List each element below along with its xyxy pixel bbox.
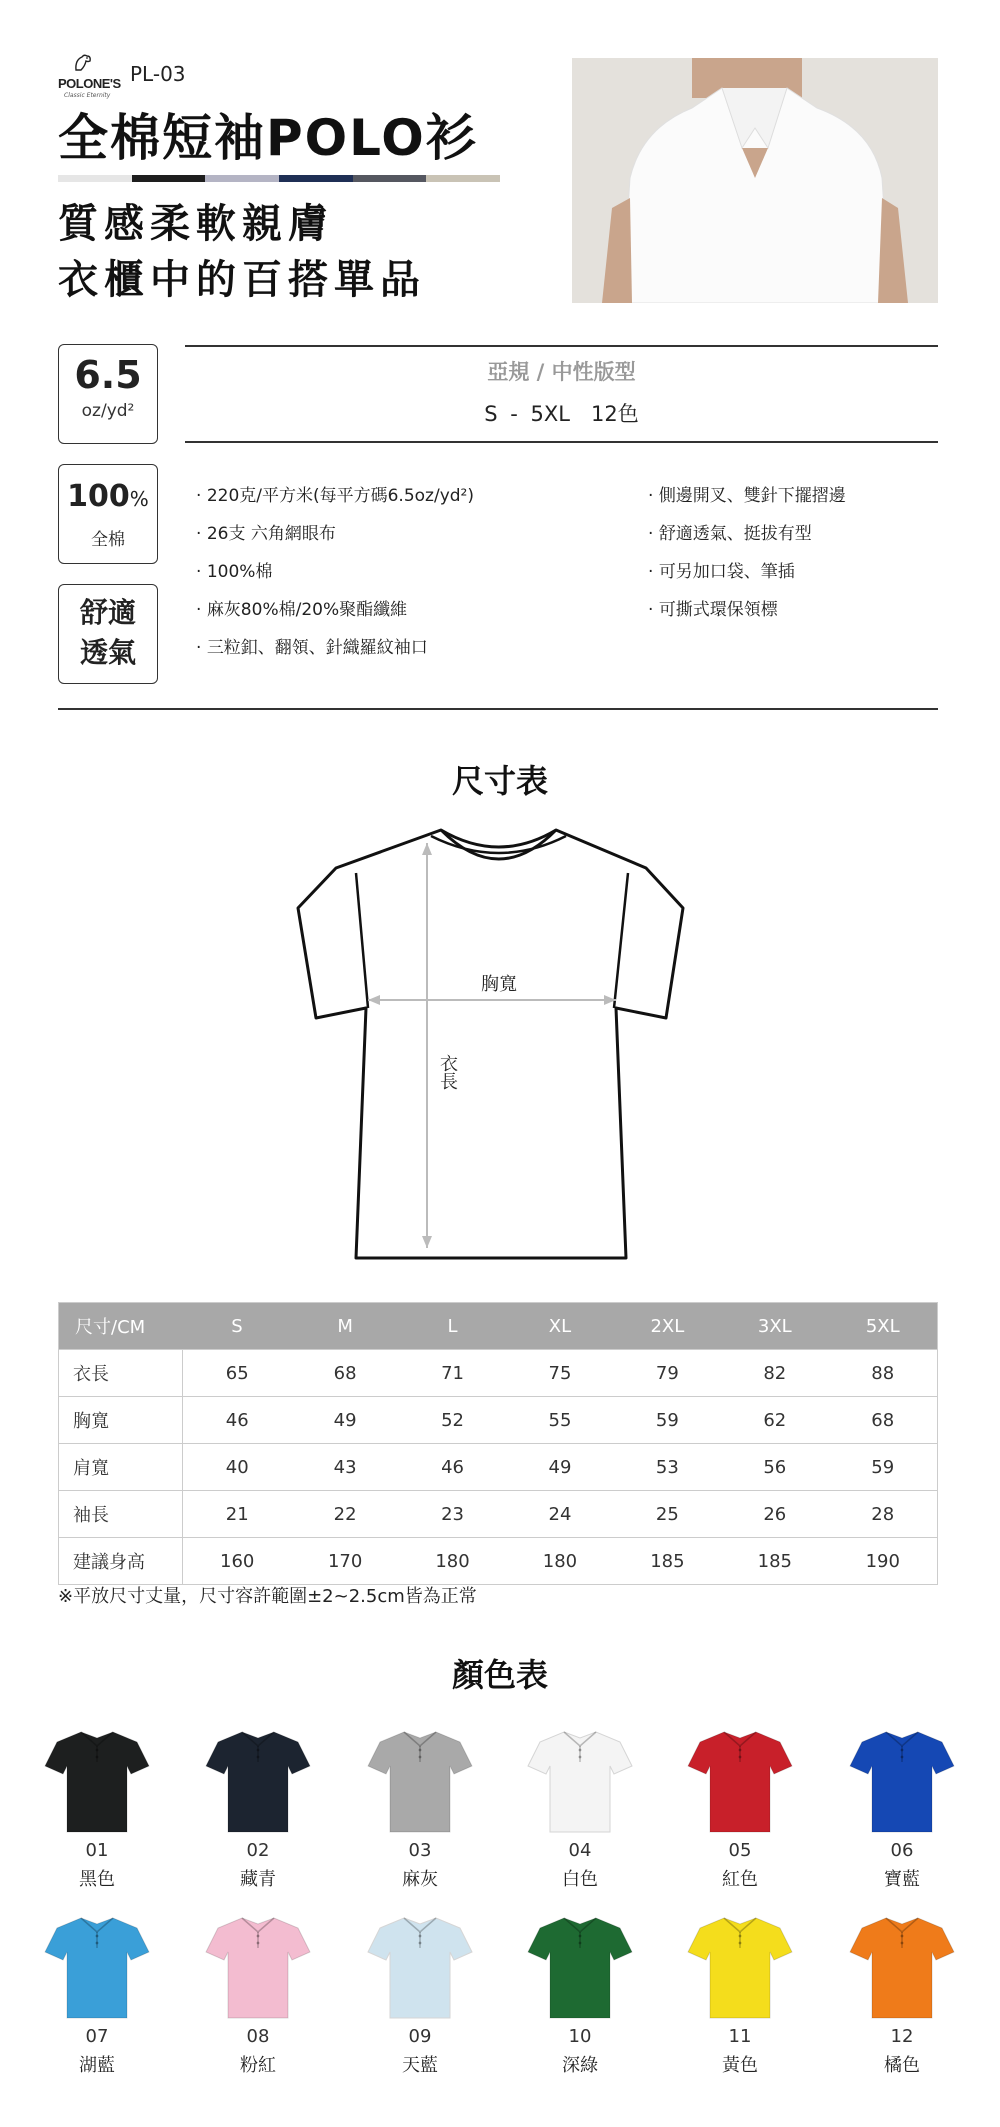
table-cell: 59	[829, 1444, 938, 1491]
table-header: 3XL	[721, 1303, 828, 1350]
color-name: 紅色	[722, 1869, 758, 1890]
features-right	[648, 477, 846, 629]
polo-shirt-icon	[846, 1914, 958, 2022]
table-row	[59, 1538, 938, 1585]
table-cell: 56	[721, 1444, 828, 1491]
polo-shirt-icon	[524, 1914, 636, 2022]
fit-type: 亞規 / 中性版型	[487, 360, 636, 384]
table-header: 尺寸/CM	[59, 1303, 183, 1350]
color-swatch	[500, 1728, 660, 1891]
feature-item: · 可另加口袋、筆插	[648, 553, 846, 591]
polo-shirt-icon	[684, 1914, 796, 2022]
table-cell: 88	[829, 1350, 938, 1397]
polo-shirt-icon	[364, 1914, 476, 2022]
table-cell: 建議身高	[59, 1538, 183, 1585]
brand-tagline: Classic Eternity	[64, 92, 111, 99]
tshirt-outline-icon	[256, 818, 756, 1270]
brand-logo	[58, 52, 121, 99]
features-left	[196, 477, 474, 667]
table-cell: 25	[614, 1491, 721, 1538]
feature-item: · 可撕式環保領標	[648, 591, 846, 629]
color-strip-segment	[353, 175, 427, 182]
table-cell: 袖長	[59, 1491, 183, 1538]
table-header: 5XL	[829, 1303, 938, 1350]
comfort-line-1: 舒適	[79, 596, 136, 629]
color-strip-segment	[132, 175, 206, 182]
color-number: 06	[890, 1840, 914, 1861]
table-cell: 68	[291, 1350, 398, 1397]
table-cell: 170	[291, 1538, 398, 1585]
table-cell: 75	[506, 1350, 613, 1397]
weight-badge	[58, 344, 158, 444]
table-header: M	[291, 1303, 398, 1350]
fit-range: S - 5XL 12色	[484, 402, 639, 426]
color-number: 12	[890, 2026, 914, 2047]
color-swatch	[178, 1914, 338, 2077]
table-cell: 79	[614, 1350, 721, 1397]
cotton-value: 100	[67, 479, 130, 514]
model-illustration	[572, 58, 938, 303]
color-strip-segment	[205, 175, 279, 182]
table-cell: 26	[721, 1491, 828, 1538]
chest-label: 胸寬	[481, 974, 517, 995]
feature-item: · 三粒釦、翻領、針織羅紋袖口	[196, 629, 474, 667]
color-number: 05	[728, 1840, 752, 1861]
color-swatch	[340, 1728, 500, 1891]
feature-item: · 100%棉	[196, 553, 474, 591]
table-header: 2XL	[614, 1303, 721, 1350]
color-name: 黑色	[79, 1869, 115, 1890]
color-strip-segment	[279, 175, 353, 182]
color-number: 09	[408, 2026, 432, 2047]
divider	[185, 441, 938, 443]
table-cell: 53	[614, 1444, 721, 1491]
fit-info	[185, 356, 938, 428]
table-cell: 21	[183, 1491, 292, 1538]
slogan	[58, 196, 426, 308]
polo-shirt-icon	[202, 1728, 314, 1836]
brand-name: POLONE'S	[58, 76, 121, 91]
color-swatch	[660, 1728, 820, 1891]
table-cell: 160	[183, 1538, 292, 1585]
table-cell: 68	[829, 1397, 938, 1444]
slogan-line-2: 衣櫃中的百搭單品	[58, 257, 426, 303]
weight-unit: oz/yd²	[81, 401, 135, 421]
color-swatch	[822, 1914, 982, 2077]
table-cell: 55	[506, 1397, 613, 1444]
color-name: 深綠	[562, 2055, 598, 2076]
cotton-percent: %	[129, 487, 149, 511]
comfort-line-2: 透氣	[79, 636, 136, 669]
table-header: S	[183, 1303, 292, 1350]
weight-value: 6.5	[74, 353, 142, 397]
color-number: 03	[408, 1840, 432, 1861]
size-chart-title: 尺寸表	[451, 762, 548, 800]
size-table	[58, 1302, 938, 1585]
model-photo	[572, 58, 938, 303]
cotton-badge	[58, 464, 158, 564]
color-name: 白色	[562, 1869, 598, 1890]
color-number: 02	[246, 1840, 270, 1861]
table-cell: 52	[399, 1397, 506, 1444]
polo-shirt-icon	[684, 1728, 796, 1836]
table-cell: 185	[614, 1538, 721, 1585]
polo-shirt-icon	[202, 1914, 314, 2022]
table-header: XL	[506, 1303, 613, 1350]
color-number: 04	[568, 1840, 592, 1861]
color-name: 湖藍	[79, 2055, 115, 2076]
color-name: 天藍	[402, 2055, 438, 2076]
table-cell: 185	[721, 1538, 828, 1585]
table-header-row	[59, 1303, 938, 1350]
color-swatch	[822, 1728, 982, 1891]
polo-shirt-icon	[846, 1728, 958, 1836]
color-chart-title: 顏色表	[451, 1656, 548, 1694]
table-row	[59, 1444, 938, 1491]
table-cell: 22	[291, 1491, 398, 1538]
color-swatch	[178, 1728, 338, 1891]
table-cell: 180	[506, 1538, 613, 1585]
table-cell: 71	[399, 1350, 506, 1397]
color-number: 11	[728, 2026, 752, 2047]
length-label: 衣長	[437, 1054, 458, 1090]
table-cell: 49	[506, 1444, 613, 1491]
color-name: 麻灰	[402, 1869, 438, 1890]
table-header: L	[399, 1303, 506, 1350]
feature-item: · 220克/平方米(每平方碼6.5oz/yd²)	[196, 477, 474, 515]
color-number: 10	[568, 2026, 592, 2047]
table-cell: 24	[506, 1491, 613, 1538]
table-cell: 190	[829, 1538, 938, 1585]
bear-logo-icon	[72, 52, 94, 74]
table-row	[59, 1491, 938, 1538]
table-cell: 43	[291, 1444, 398, 1491]
table-cell: 65	[183, 1350, 292, 1397]
polo-shirt-icon	[364, 1728, 476, 1836]
table-cell: 46	[399, 1444, 506, 1491]
feature-item: · 麻灰80%棉/20%聚酯纖維	[196, 591, 474, 629]
table-cell: 62	[721, 1397, 828, 1444]
feature-item: · 舒適透氣、挺拔有型	[648, 515, 846, 553]
feature-item: · 26支 六角網眼布	[196, 515, 474, 553]
color-name: 橘色	[884, 2055, 920, 2076]
divider	[185, 345, 938, 347]
table-cell: 46	[183, 1397, 292, 1444]
color-name: 寶藍	[884, 1869, 920, 1890]
table-row	[59, 1350, 938, 1397]
table-cell: 180	[399, 1538, 506, 1585]
table-cell: 40	[183, 1444, 292, 1491]
table-cell: 49	[291, 1397, 398, 1444]
color-strip-segment	[426, 175, 500, 182]
feature-item: · 側邊開叉、雙針下擺摺邊	[648, 477, 846, 515]
polo-shirt-icon	[524, 1728, 636, 1836]
polo-shirt-icon	[41, 1728, 153, 1836]
cotton-label: 全棉	[91, 530, 125, 550]
color-number: 01	[85, 1840, 109, 1861]
divider	[58, 708, 938, 710]
table-row	[59, 1397, 938, 1444]
table-cell: 衣長	[59, 1350, 183, 1397]
slogan-line-1: 質感柔軟親膚	[58, 201, 334, 247]
color-swatch	[500, 1914, 660, 2077]
color-swatch	[17, 1914, 177, 2077]
comfort-badge	[58, 584, 158, 684]
color-swatch	[660, 1914, 820, 2077]
color-name: 藏青	[240, 1869, 276, 1890]
table-cell: 胸寬	[59, 1397, 183, 1444]
color-number: 07	[85, 2026, 109, 2047]
color-swatch	[340, 1914, 500, 2077]
polo-shirt-icon	[41, 1914, 153, 2022]
table-cell: 59	[614, 1397, 721, 1444]
color-strip-segment	[58, 175, 132, 182]
table-cell: 28	[829, 1491, 938, 1538]
size-note: ※平放尺寸丈量，尺寸容許範圍±2~2.5cm皆為正常	[58, 1586, 477, 1607]
table-cell: 肩寬	[59, 1444, 183, 1491]
color-strip	[58, 175, 500, 182]
table-cell: 23	[399, 1491, 506, 1538]
product-code: PL-03	[130, 62, 186, 86]
color-name: 粉紅	[240, 2055, 276, 2076]
color-swatch	[17, 1728, 177, 1891]
color-name: 黃色	[722, 2055, 758, 2076]
product-title: 全棉短袖POLO衫	[58, 109, 478, 167]
shirt-diagram	[256, 818, 756, 1270]
color-number: 08	[246, 2026, 270, 2047]
table-cell: 82	[721, 1350, 828, 1397]
